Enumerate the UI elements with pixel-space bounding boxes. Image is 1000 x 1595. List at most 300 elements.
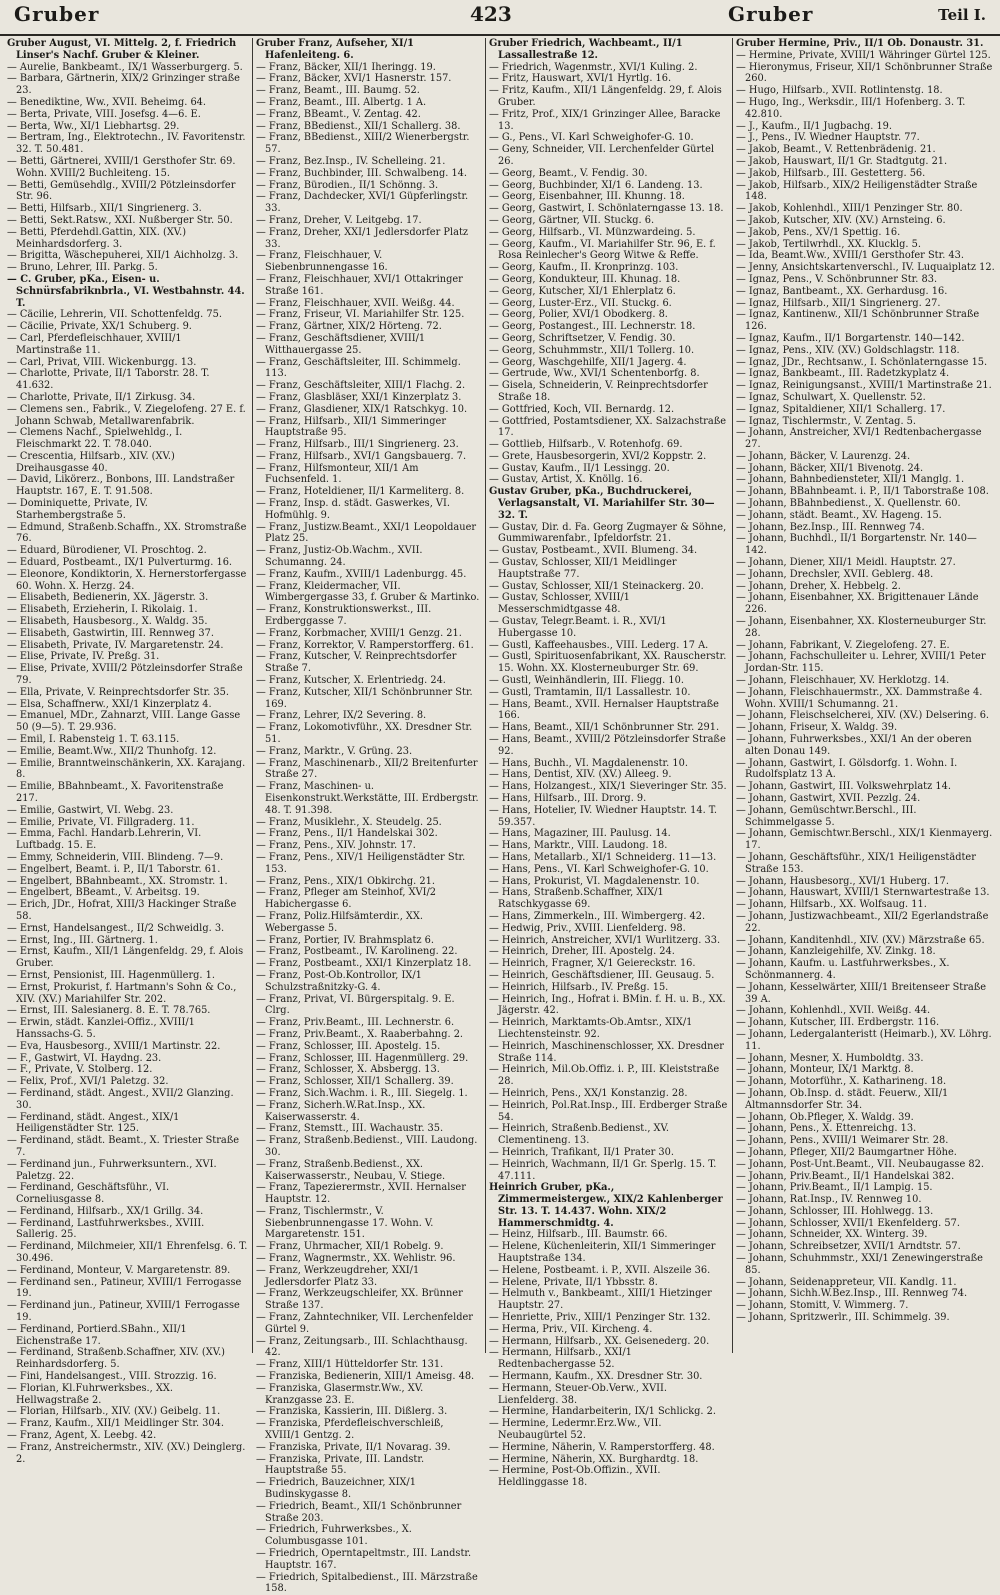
directory-entry: — Johann, Bez.Insp., III. Rennweg 74. bbox=[736, 521, 925, 533]
directory-entry: — Ferdinand sen., Patineur, XVIII/1 Ferrogasse 19. bbox=[7, 1276, 242, 1300]
directory-entry: — David, Likörerz., Bonbons, III. Landstraßer Hauptstr. 167, E. T. 91.508. bbox=[7, 474, 235, 498]
directory-entry: — Franz, Hilfsmonteur, XII/1 Am Fuchsenfeld. 1. bbox=[256, 462, 419, 486]
directory-entry: — Jakob, Beamt., V. Rettenbrädenig. 21. bbox=[736, 144, 936, 156]
directory-entry: — Friedrich, Spitalbedienst., III. Märzstraße 158. bbox=[256, 1571, 478, 1595]
directory-entry: — Betti, Gärtnerei, XVIII/1 Gersthofer Str. 69. Wohn. XVIII/2 Buchleiteng. 15. bbox=[7, 155, 236, 179]
directory-entry: — Emil, I. Rabensteig 1. T. 63.115. bbox=[7, 734, 180, 746]
directory-entry: — Johann, Fabrikant, V. Ziegelofeng. 27. E. bbox=[736, 639, 950, 651]
directory-entry: — Johann, Kanzleigehilfe, XV. Zinkg. 18. bbox=[736, 946, 936, 958]
directory-entry: — Heinrich, Trafikant, II/1 Prater 30. bbox=[489, 1146, 674, 1158]
directory-entry: — Franz, Tischlermstr., V. Siebenbrunnengasse 17. Wohn. V. Margaretenstr. 151. bbox=[256, 1205, 434, 1241]
directory-entry: — Jakob, Hilfsarb., III. Gestetterg. 56. bbox=[736, 167, 926, 179]
directory-entry: — Franz, Maschinen- u. Eisenkonstrukt.Werkstätte, III. Erdbergstr. 48. T. 91.398. bbox=[256, 781, 479, 816]
directory-entry: — Heinrich, Hilfsarb., IV. Preßg. 15. bbox=[489, 981, 669, 993]
directory-entry: — Ignaz, Hilfsarb., XII/1 Singrienerg. 27. bbox=[736, 297, 941, 309]
directory-entry: — Ferdinand, Lastfuhrwerksbes., XVIII. Sallerig. 25. bbox=[7, 1217, 205, 1241]
directory-entry: — Ernst, Pensionist, III. Hagenmüllerg. 1. bbox=[7, 969, 215, 981]
directory-entry: — Johann, Bahnbediensteter, XII/1 Manglg. 1. bbox=[736, 474, 965, 486]
directory-entry: — Franz, Zahntechniker, VII. Lerchenfelder Gürtel 9. bbox=[256, 1312, 473, 1335]
directory-entry: — Franz, Dreher, V. Leitgebg. 17. bbox=[256, 214, 422, 226]
directory-entry: — Elisabeth, Hausbesorg., X. Waldg. 35. bbox=[7, 616, 208, 628]
directory-entry: — Johann, Pens., XVIII/1 Weimarer Str. 28. bbox=[736, 1135, 949, 1147]
directory-entry: — Johann, Schreibsetzer, XVII/1 Arndtstr. 57. bbox=[736, 1241, 961, 1253]
directory-entry: — Gottlieb, Hilfsarb., V. Rotenhofg. 69. bbox=[489, 439, 683, 451]
directory-entry: — Elise, Private, XVIII/2 Pötzleinsdorfer Straße 79. bbox=[7, 663, 243, 687]
directory-entry: — Hans, Prokurist, VI. Magdalenenstr. 10. bbox=[489, 875, 700, 887]
directory-entry: — Johann, Anstreicher, XVI/1 Redtenbachergasse 27. bbox=[736, 427, 982, 451]
directory-entry: — Hugo, Ing., Werksdir., III/1 Hofenberg. 3. T. 42.810. bbox=[736, 96, 966, 120]
directory-entry: — Heinz, Hilfsarb., III. Baumstr. 66. bbox=[489, 1229, 668, 1241]
directory-column-4 bbox=[732, 38, 998, 1353]
directory-entry: — Ella, Private, V. Reinprechtsdorfer Str. 35. bbox=[7, 686, 230, 698]
directory-entry: — Franziska, Private, III. Landstr. Hauptstraße 55. bbox=[256, 1453, 425, 1477]
directory-entry: — Franz, Dachdecker, XVI/1 Güpferlingstr. 33. bbox=[256, 191, 469, 215]
directory-entry: — Hans, Pens., VI. Karl Schweighofer-G. 10. bbox=[489, 863, 709, 875]
directory-entry: Gruber Friedrich, Wachbeamt., II/1 Lassallestraße 12. bbox=[489, 38, 683, 61]
directory-entry: — Johann, Hilfsarb., XX. Wolfsaug. 11. bbox=[736, 899, 927, 911]
directory-entry: — Franz, Zeitungsarb., III. Schlachthausg. 42. bbox=[256, 1335, 468, 1359]
directory-entry: — Emilie, Beamt.Ww., XII/2 Thunhofg. 12. bbox=[7, 745, 217, 757]
directory-entry: — Geny, Schneider, VII. Lerchenfelder Gürtel 26. bbox=[489, 144, 715, 167]
directory-entry: — Fritz, Prof., XIX/1 Grinzinger Allee, Baracke 13. bbox=[489, 108, 721, 132]
directory-entry: — Franz, Gärtner, XIX/2 Hörteng. 72. bbox=[256, 321, 442, 333]
directory-entry: — Franz, Geschäftsleiter, III. Schimmelg. 113. bbox=[256, 356, 461, 380]
directory-entry: — Johann, Buchhdl., II/1 Borgartenstr. Nr. 140—142. bbox=[736, 533, 977, 557]
directory-entry: — Johann, Schlosser, III. Hohlwegg. 13. bbox=[736, 1205, 934, 1217]
directory-entry: — Heinrich, Geschäftsdiener, III. Geusaug. 5. bbox=[489, 969, 715, 981]
directory-entry: — Franz, Kaufm., XVIII/1 Ladenburgg. 45. bbox=[256, 568, 467, 580]
directory-entry: — Franz, Glasbläser, XXI/1 Kinzerplatz 3. bbox=[256, 391, 462, 403]
directory-entry: — Helene, Küchenleiterin, XII/1 Simmeringer Hauptstraße 134. bbox=[489, 1241, 716, 1265]
directory-entry: — Eleonore, Kondiktorin, X. Hernerstorfergasse 60. Wohn. X. Herzg. 24. bbox=[7, 568, 247, 592]
page-header bbox=[0, 0, 1000, 36]
directory-entry: — Johann, städt. Beamt., XV. Hageng. 15. bbox=[736, 509, 942, 521]
directory-entry: — Gustav, Artist, X. Knöllg. 16. bbox=[489, 474, 643, 486]
directory-entry: — Franz, Postbeamt., XXI/1 Kinzerplatz 18. bbox=[256, 958, 472, 970]
directory-entry: — Gustl, Spirituosenfabrikant, XX. Rauscherstr. 15. Wohn. XX. Klosterneuburger Str. 69. bbox=[489, 651, 727, 675]
directory-entry: — Cäcilie, Private, XX/1 Schuberg. 9. bbox=[7, 321, 192, 333]
directory-entry: — Hans, Beamt., XVIII/2 Pötzleinsdorfer Straße 92. bbox=[489, 734, 726, 757]
directory-entry: — Franz, Priv.Beamt., X. Raaberbahng. 2. bbox=[256, 1028, 464, 1040]
directory-entry: — Hermann, Kaufm., XX. Dresdner Str. 30. bbox=[489, 1371, 703, 1383]
directory-entry: — Jenny, Ansichtskartenverschl., IV. Luquaiplatz 12. bbox=[736, 262, 995, 274]
directory-entry: — Johann, Kanditenhdl., XIV. (XV.) Märzstraße 65. bbox=[736, 934, 985, 946]
directory-entry: — Jakob, Pens., XV/1 Spettig. 16. bbox=[736, 226, 901, 238]
directory-columns bbox=[4, 38, 998, 1595]
directory-entry: — Johann, Dreher, X. Hebbelg. 2. bbox=[736, 580, 901, 592]
directory-entry: — Johann, Kutscher, III. Erdbergstr. 116. bbox=[736, 1017, 940, 1029]
directory-entry: — Johann, Justizwachbeamt., XII/2 Egerlandstraße 22. bbox=[736, 910, 989, 934]
directory-entry: — Ferdinand, Geschäftsführ., VI. Corneliusgasse 8. bbox=[7, 1182, 170, 1206]
directory-entry: — Johann, Sichh.W.Bez.Insp., III. Rennweg 74. bbox=[736, 1288, 968, 1300]
directory-entry: — Johann, Mesner, X. Humboldtg. 33. bbox=[736, 1052, 924, 1064]
directory-entry: — Franz, Schlosser, X. Absbergg. 13. bbox=[256, 1064, 440, 1076]
directory-entry: — Franz, Portier, IV. Brahmsplatz 6. bbox=[256, 934, 435, 946]
directory-entry: — Georg, Schuhmmstr., XII/1 Tollerg. 10. bbox=[489, 344, 695, 356]
directory-entry: — Jakob, Hauswart, II/1 Gr. Stadtgutg. 21. bbox=[736, 155, 948, 167]
directory-entry: — Franz, Kaufm., XII/1 Meidlinger Str. 304. bbox=[7, 1418, 224, 1430]
directory-entry: — Franz, Straßenb.Bedienst., XX. Kaiserwasserstr., Neubau, V. Stiege. bbox=[256, 1158, 446, 1182]
directory-entry: — Georg, Kaufm., II. Kronprinzg. 103. bbox=[489, 262, 679, 274]
directory-entry: — Gustav, Schlosser, XVIII/1 Messerschmidtgasse 48. bbox=[489, 592, 630, 616]
directory-entry: — Franz, BBedienst., XIII/2 Wienerbergstr. 57. bbox=[256, 132, 470, 156]
directory-entry: — Franz, Postbeamt., IV. Karolineng. 22. bbox=[256, 946, 458, 958]
directory-entry: — Ignaz, Kantinenw., XII/1 Schönbrunner Straße 126. bbox=[736, 309, 980, 333]
directory-entry: — Dominiquette, Private, IV. Starhembergstraße 5. bbox=[7, 498, 148, 521]
directory-entry: — Franz, Kutscher, XII/1 Schönbrunner Str. 169. bbox=[256, 686, 473, 710]
directory-entry: — Franz, Poliz.Hilfsämterdir., XX. Webergasse 5. bbox=[256, 910, 423, 934]
directory-entry: — Johann, Ob.Pfleger, X. Waldg. 39. bbox=[736, 1111, 914, 1123]
directory-entry: — Hermine, Post-Ob.Offizin., XVII. Heldlinggasse 18. bbox=[489, 1465, 661, 1489]
directory-entry: — Heinrich, Dreher, III. Apostelg. 24. bbox=[489, 946, 675, 958]
directory-entry: — Hans, Zimmerkeln., III. Wimbergerg. 42. bbox=[489, 910, 706, 922]
directory-entry: — Erwin, städt. Kanzlei-Offiz., XVIII/1 Hanssachs-G. 5. bbox=[7, 1017, 195, 1040]
directory-entry: — Georg, Beamt., V. Fendig. 30. bbox=[489, 167, 648, 179]
directory-entry: — Franz, Kutscher, V. Reinprechtsdorfer Straße 7. bbox=[256, 651, 457, 675]
directory-entry: — Heinrich, Wachmann, II/1 Gr. Sperlg. 15. T. 47.111. bbox=[489, 1158, 717, 1182]
directory-entry: — Gustav, Dir. d. Fa. Georg Zugmayer & Söhne, Gummiwarenfabr., Ipfeldorfstr. 21. bbox=[489, 521, 727, 545]
directory-entry: — Franz, Fleischhauer, XVII. Weißg. 44. bbox=[256, 297, 455, 309]
directory-entry: — Georg, Schriftsetzer, V. Fendig. 30. bbox=[489, 332, 676, 344]
directory-entry: — Emilie, Gastwirt, VI. Webg. 23. bbox=[7, 804, 174, 816]
directory-entry: — Ida, Beamt.Ww., XVIII/1 Gersthofer Str. 43. bbox=[736, 250, 965, 262]
directory-entry: — Heinrich, Pol.Rat.Insp., III. Erdberger Straße 54. bbox=[489, 1099, 728, 1123]
directory-entry: — Engelbert, Beamt. i. P., II/1 Taborstr. 61. bbox=[7, 863, 221, 875]
directory-entry: — Eva, Hausbesorg., XVIII/1 Martinstr. 22. bbox=[7, 1040, 221, 1052]
directory-entry: — Eduard, Postbeamt., IX/1 Pulverturmg. 16. bbox=[7, 557, 233, 569]
directory-entry: — Franz, Anstreichermstr., XIV. (XV.) Deinglerg. 2. bbox=[7, 1441, 246, 1465]
directory-entry: — Ignaz, Reinigungsanst., XVIII/1 Martinstraße 21. bbox=[736, 380, 992, 392]
directory-entry: — Johann, BBahnbeamt. i. P., II/1 Taborstraße 108. bbox=[736, 486, 989, 498]
directory-column-2 bbox=[252, 38, 484, 1595]
directory-entry: — Jakob, Hilfsarb., XIX/2 Heiligenstädter Straße 148. bbox=[736, 179, 978, 203]
directory-entry: — Edmund, Straßenb.Schaffn., XX. Stromstraße 76. bbox=[7, 521, 247, 545]
directory-entry: — Hermine, Private, XVIII/1 Währinger Gürtel 125. bbox=[736, 49, 991, 61]
directory-entry: — F., Private, V. Stolberg. 12. bbox=[7, 1064, 153, 1076]
directory-entry: — Franz, Schlosser, III. Apostelg. 15. bbox=[256, 1040, 441, 1052]
directory-entry: — Fritz, Kaufm., XII/1 Längenfeldg. 29, f. Alois Gruber. bbox=[489, 85, 722, 108]
directory-entry: — Hans, Dentist, XIV. (XV.) Alleeg. 9. bbox=[489, 769, 672, 781]
directory-entry: — Hermann, Hilfsarb., XX. Geisenederg. 20. bbox=[489, 1335, 710, 1347]
directory-entry: — Elisabeth, Erzieherin, I. Rikolaig. 1. bbox=[7, 604, 198, 616]
directory-column-1 bbox=[4, 38, 251, 1465]
directory-entry: — Charlotte, Private, II/1 Taborstr. 28. T. 41.632. bbox=[7, 368, 210, 392]
directory-entry: — Gottfried, Postamtsdiener, XX. Salzachstraße 17. bbox=[489, 415, 727, 439]
directory-entry: — Johann, Kaufm. u. Lastfuhrwerksbes., X. Schönmannerg. 4. bbox=[736, 958, 950, 981]
directory-entry: — Johann, Ob.Insp. d. städt. Feuerw., XII/1 Altmannsdorfer Str. 34. bbox=[736, 1087, 949, 1111]
directory-entry: — Hans, Holzangest., XIX/1 Sieveringer Str. 35. bbox=[489, 781, 727, 793]
directory-entry: — Fritz, Hauswart, XVI/1 Hyrtlg. 16. bbox=[489, 73, 672, 85]
directory-entry: — Gustl, Weinhändlerin, III. Fliegg. 10. bbox=[489, 675, 684, 687]
directory-entry: — Franz, Maschinenarb., XII/2 Breitenfurter Straße 27. bbox=[256, 757, 478, 781]
directory-entry: — Emilie, Branntweinschänkerin, XX. Karajang. 8. bbox=[7, 757, 246, 781]
directory-entry: — Georg, Luster-Erz., VII. Stuckg. 6. bbox=[489, 297, 672, 309]
directory-entry: — Betti, Pferdehdl.Gattin, XIX. (XV.) Meinhardsdorferg. 3. bbox=[7, 226, 187, 250]
directory-entry: — Franz, Geschäftsdiener, XVIII/1 Witthauergasse 25. bbox=[256, 332, 426, 356]
directory-entry: — Franziska, Private, II/1 Novarag. 39. bbox=[256, 1441, 451, 1453]
directory-entry: — Fini, Handelsangest., VIII. Strozzig. 16. bbox=[7, 1371, 217, 1383]
directory-entry: — Franz, Dreher, XXI/1 Jedlersdorfer Platz 33. bbox=[256, 226, 469, 250]
directory-entry: — Friedrich, Operntapeltmstr., III. Landstr. Hauptstr. 167. bbox=[256, 1548, 472, 1571]
directory-entry: — C. Gruber, pKa., Eisen- u. Schnürsfabriknbrla., VI. Westbahnstr. 44. T. bbox=[7, 273, 245, 309]
directory-entry: — Heinrich, Straßenb.Bedienst., XV. Clementineng. 13. bbox=[489, 1123, 670, 1147]
directory-entry: — Johann, Diener, XII/1 Meidl. Hauptstr. 27. bbox=[736, 557, 956, 569]
directory-entry: — Hermine, Handarbeiterin, IX/1 Schlickg. 2. bbox=[489, 1406, 717, 1418]
directory-entry: — Franz, Fleischhauer, XVI/1 Ottakringer Straße 161. bbox=[256, 273, 463, 297]
directory-entry: Gruber August, VI. Mittelg. 2, f. Friedrich Linser's Nachf. Gruber & Kleiner. bbox=[7, 38, 237, 61]
directory-entry: — Elisabeth, Private, IV. Margaretenstr. 24. bbox=[7, 639, 224, 651]
directory-entry: — Carl, Privat, VIII. Wickenburgg. 13. bbox=[7, 356, 197, 368]
directory-entry: — Hermann, Steuer-Ob.Verw., XVII. Lienfelderg. 38. bbox=[489, 1382, 668, 1406]
directory-entry: — Heinrich, Mil.Ob.Offiz. i. P., III. Kleiststraße 28. bbox=[489, 1064, 720, 1088]
directory-entry: — Franz, Wagnermstr., XX. Wehlistr. 96. bbox=[256, 1253, 456, 1265]
directory-entry: — Franz, Post-Ob.Kontrollor, IX/1 Schulzstraßnitzky-G. 4. bbox=[256, 969, 422, 993]
directory-entry: — Franziska, Kassierin, III. Dißlerg. 3. bbox=[256, 1406, 448, 1418]
directory-entry: — Gustl, Tramtamin, II/1 Lassallestr. 10. bbox=[489, 686, 691, 698]
directory-entry: — Friedrich, Fuhrwerksbes., X. Columbusgasse 101. bbox=[256, 1524, 412, 1548]
directory-entry: — Herma, Priv., VII. Kircheng. 4. bbox=[489, 1323, 653, 1335]
directory-entry: — Ferdinand, Monteur, V. Margaretenstr. 89. bbox=[7, 1264, 231, 1276]
directory-entry: — Johann, Stomitt, V. Wimmerg. 7. bbox=[736, 1300, 909, 1312]
directory-entry: — Heinrich, Pens., XX/1 Konstanzig. 28. bbox=[489, 1087, 688, 1099]
header-surname-right: Gruber bbox=[728, 2, 814, 26]
directory-entry: — Franz, Stemstt., III. Wachaustr. 35. bbox=[256, 1123, 444, 1135]
directory-entry: — Franz, Priv.Beamt., III. Lechnerstr. 6. bbox=[256, 1017, 455, 1029]
directory-entry: — Johann, Motorführ., X. Katharineng. 18. bbox=[736, 1076, 947, 1088]
directory-entry: — Franz, Tapezierermstr., XVII. Hernalser Hauptstr. 12. bbox=[256, 1182, 466, 1206]
directory-entry: — Hans, Magaziner, III. Paulusg. 14. bbox=[489, 828, 671, 840]
directory-entry: — Johann, Monteur, IX/1 Marktg. 8. bbox=[736, 1064, 914, 1076]
directory-entry: — Franz, Kutscher, X. Erlentriedg. 24. bbox=[256, 675, 446, 687]
directory-entry: — Elise, Private, IV. Preßg. 31. bbox=[7, 651, 160, 663]
directory-entry: — Emmy, Schneiderin, VIII. Blindeng. 7—9. bbox=[7, 851, 224, 863]
directory-entry: — Elsa, Schaffnerw., XXI/1 Kinzerplatz 4. bbox=[7, 698, 212, 710]
directory-entry: — Franz, BBedienst., XII/1 Schallerg. 38. bbox=[256, 120, 461, 132]
directory-entry: Gustav Gruber, pKa., Buchdruckerei, Verlagsanstalt, VI. Mariahilfer Str. 30—32. T. bbox=[489, 486, 715, 521]
page-number: 423 bbox=[470, 2, 512, 26]
directory-entry: — Grete, Hausbesorgerin, XVI/2 Koppstr. 2. bbox=[489, 450, 707, 462]
directory-entry: — Georg, Hilfsarb., VI. Münzwardeing. 5. bbox=[489, 226, 696, 238]
directory-entry: — Johann, Spritzwerlr., III. Schimmelg. 39. bbox=[736, 1312, 950, 1324]
directory-entry: — Hans, Hotelier, IV. Wiedner Hauptstr. 14. T. 59.357. bbox=[489, 804, 718, 828]
directory-entry: — Clemens sen., Fabrik., V. Ziegelofeng. 27 E. f. Johann Schwab, Metallwarenfabrik. bbox=[7, 403, 246, 427]
directory-entry: — Berta, Private, VIII. Josefsg. 4—6. E. bbox=[7, 108, 201, 120]
directory-entry: — Franz, Justizw.Beamt., XXI/1 Leopoldauer Platz 25. bbox=[256, 521, 477, 545]
directory-entry: — Elisabeth, Gastwirtin, III. Rennweg 37. bbox=[7, 627, 214, 639]
directory-entry: — Johann, Seidenappreteur, VII. Kandlg. 11. bbox=[736, 1276, 957, 1288]
directory-entry: — Johann, Post-Unt.Beamt., VII. Neubaugasse 82. bbox=[736, 1158, 984, 1170]
directory-entry: — Bertram, Ing., Elektrotechn., IV. Favoritenstr. 32. T. 50.481. bbox=[7, 132, 246, 156]
directory-entry: — Georg, Polier, XVI/1 Obodkerg. 8. bbox=[489, 309, 668, 321]
directory-entry: — Franziska, Bedienerin, XIII/1 Ameisg. 48. bbox=[256, 1371, 475, 1383]
directory-entry: — Georg, Postangest., III. Lechnerstr. 18. bbox=[489, 321, 696, 333]
directory-entry: — Ferdinand, Hilfsarb., XX/1 Grillg. 34. bbox=[7, 1205, 204, 1217]
directory-entry: — Johann, Pens., X. Ettenreichg. 13. bbox=[736, 1123, 917, 1135]
directory-entry: — Johann, Schneider, XX. Winterg. 39. bbox=[736, 1229, 928, 1241]
directory-entry: — Johann, Hausbesorg., XVI/1 Huberg. 17. bbox=[736, 875, 950, 887]
directory-entry: — Franz, Schlosser, XII/1 Schallerg. 39. bbox=[256, 1076, 454, 1088]
header-part-label: Teil I. bbox=[938, 6, 986, 24]
directory-entry: — Crescentia, Hilfsarb., XIV. (XV.) Dreihausgasse 40. bbox=[7, 450, 175, 474]
directory-entry: — Hieronymus, Friseur, XII/1 Schönbrunner Straße 260. bbox=[736, 61, 993, 85]
directory-entry: — Emma, Fachl. Handarb.Lehrerin, VI. Luftbadg. 15. E. bbox=[7, 828, 202, 852]
directory-entry: — Hans, Metallarb., XI/1 Schneiderg. 11—13. bbox=[489, 851, 717, 863]
directory-entry: — Ferdinand, städt. Beamt., X. Triester Straße 7. bbox=[7, 1135, 240, 1158]
directory-entry: — Franz, Hilfsarb., III/1 Singrienerg. 23. bbox=[256, 439, 459, 451]
directory-entry: — Heinrich, Maschinenschlosser, XX. Dresdner Straße 114. bbox=[489, 1040, 724, 1064]
directory-entry: — Johann, Drechsler, XVII. Geblerg. 48. bbox=[736, 568, 934, 580]
directory-entry: — Friedrich, Wagenmstr., XVI/1 Kuling. 2. bbox=[489, 61, 698, 73]
directory-entry: — Franz, Korrektor, V. Ramperstorfferg. 61. bbox=[256, 639, 474, 651]
directory-entry: — Hans, Hilfsarb., III. Drorg. 9. bbox=[489, 793, 647, 804]
directory-entry: — Gertrude, Ww., XVI/1 Schentenborfg. 8. bbox=[489, 368, 700, 380]
directory-entry: — Betti, Gemüsehdlg., XVIII/2 Pötzleinsdorfer Str. 96. bbox=[7, 179, 236, 203]
directory-entry: — Ignaz, Pens., XIV. (XV.) Goldschlagstr. 118. bbox=[736, 344, 960, 356]
directory-entry: — Johann, Gastwirt, I. Gölsdorfg. 1. Wohn. I. Rudolfsplatz 13 A. bbox=[736, 757, 958, 781]
directory-entry: — Cäcilie, Lehrerin, VII. Schottenfeldg. 75. bbox=[7, 309, 222, 321]
directory-entry: — Ignaz, Pens., V. Schönbrunner Str. 83. bbox=[736, 273, 938, 285]
directory-entry: — Franz, Korbmacher, XVIII/1 Genzg. 21. bbox=[256, 627, 462, 639]
directory-entry: — Franz, Werkzeugschleifer, XX. Brünner Straße 137. bbox=[256, 1288, 463, 1312]
directory-entry: — Johann, Gemüschtwr.Berschl., III. Schimmelgasse 5. bbox=[736, 804, 917, 828]
directory-entry: — Johann, Rat.Insp., IV. Rennweg 10. bbox=[736, 1194, 922, 1206]
directory-entry: — Johann, Friseur, X. Waldg. 39. bbox=[736, 722, 898, 734]
directory-entry: — Johann, Gastwirt, III. Volkswehrplatz 14. bbox=[736, 781, 951, 793]
directory-entry: — Ignaz, Tischlermstr., V. Zentag. 5. bbox=[736, 415, 917, 427]
directory-entry: — Franz, Schlosser, III. Hagenmüllerg. 29. bbox=[256, 1052, 469, 1064]
directory-entry: — Johann, Ledergalanteristt (Heimarb.), XV. Löhrg. 11. bbox=[736, 1028, 992, 1052]
directory-entry: — Friedrich, Bauzeichner, XIX/1 Budinskygasse 8. bbox=[256, 1477, 416, 1501]
directory-entry: — Ernst, Kaufm., XII/1 Längenfeldg. 29, f. Alois Gruber. bbox=[7, 946, 244, 970]
directory-entry: — Ferdinand, städt. Angest., XVII/2 Glanzing. 30. bbox=[7, 1087, 234, 1111]
directory-entry: — Johann, Pfleger, XII/2 Baumgartner Höhe. bbox=[736, 1146, 957, 1158]
directory-entry: — Hermine, Näherin, V. Ramperstorfferg. 48. bbox=[489, 1441, 715, 1453]
directory-entry: — Jakob, Kohlenhdl., XIII/1 Penzinger Str. 80. bbox=[736, 203, 963, 215]
directory-entry: — Franz, Friseur, VI. Mariahilfer Str. 125. bbox=[256, 309, 465, 321]
directory-entry: — Franz, Straßenb.Bedienst., VIII. Laudong. 30. bbox=[256, 1135, 478, 1158]
directory-entry: — Hermann, Hilfsarb., XXI/1 Redtenbachergasse 52. bbox=[489, 1347, 632, 1371]
directory-entry: — Emanuel, MDr., Zahnarzt, VIII. Lange Gasse 50 (9—5). T. 29.936. bbox=[7, 710, 241, 734]
directory-entry: — Gustav, Schlosser, XII/1 Meidlinger Hauptstraße 77. bbox=[489, 557, 677, 580]
directory-entry: — Georg, Gärtner, VII. Stuckg. 6. bbox=[489, 214, 655, 226]
directory-entry: — Bruno, Lehrer, III. Parkg. 5. bbox=[7, 262, 158, 274]
directory-entry: — Georg, Kondukteur, III. Khunag. 18. bbox=[489, 273, 681, 285]
directory-entry: — Ferdinand jun., Fuhrwerksuntern., XVI. Paletzg. 22. bbox=[7, 1158, 217, 1182]
directory-entry: — Georg, Waschgehilfe, XII/1 Jagerg. 4. bbox=[489, 356, 687, 368]
directory-entry: — Ferdinand jun., Patineur, XVIII/1 Ferrogasse 19. bbox=[7, 1300, 240, 1324]
directory-entry: — Clemens Nachf., Spielwehldg., I. Fleischmarkt 22. T. 78.040. bbox=[7, 427, 183, 451]
directory-entry: — Franz, XIII/1 Hütteldorfer Str. 131. bbox=[256, 1359, 444, 1371]
directory-entry: — Johann, Hauswart, XVIII/1 Sternwartestraße 13. bbox=[736, 887, 990, 899]
directory-entry: — Engelbert, BBeamt., V. Arbeitsg. 19. bbox=[7, 887, 200, 899]
directory-entry: — Franz, Justiz-Ob.Wachm., XVII. Schumanng. 24. bbox=[256, 545, 423, 569]
directory-entry: — Ferdinand, Straßenb.Schaffner, XIV. (XV.) Reinhardsdorferg. 5. bbox=[7, 1347, 226, 1371]
directory-entry: — Georg, Buchbinder, XI/1 6. Landeng. 13. bbox=[489, 179, 703, 191]
directory-entry: — Hans, Buchh., VI. Magdalenenstr. 10. bbox=[489, 757, 688, 769]
directory-entry: — Gustav, Telegr.Beamt. i. R., XVI/1 Hubergasse 10. bbox=[489, 616, 667, 639]
header-surname-left: Gruber bbox=[14, 2, 100, 26]
directory-entry: — Heinrich, Anstreicher, XVI/1 Wurlitzerg. 33. bbox=[489, 934, 721, 946]
directory-entry: — Elisabeth, Bedienerin, XX. Jägerstr. 3. bbox=[7, 592, 209, 604]
directory-entry: — Ignaz, Spitaldiener, XII/1 Schallerg. 17. bbox=[736, 403, 946, 415]
directory-entry: — Franz, Hilfsarb., XVI/1 Gangsbauerg. 7. bbox=[256, 450, 467, 462]
directory-entry: — Franz, Pfleger am Steinhof, XVI/2 Habichergasse 6. bbox=[256, 887, 437, 911]
directory-entry: — Franz, Bürodien., II/1 Schönng. 3. bbox=[256, 179, 439, 191]
directory-entry: — Johann, Geschäftsführ., XIX/1 Heiligenstädter Straße 153. bbox=[736, 851, 976, 875]
directory-entry: — Franz, Musiklehr., X. Steudelg. 25. bbox=[256, 816, 442, 828]
directory-entry: — Franz, Bäcker, XVI/1 Hasnerstr. 157. bbox=[256, 73, 452, 85]
directory-entry: — Henriette, Priv., XIII/1 Penzinger Str. 132. bbox=[489, 1312, 711, 1324]
directory-entry: — F., Gastwirt, VI. Haydng. 23. bbox=[7, 1052, 162, 1064]
directory-entry: Gruber Hermine, Priv., II/1 Ob. Donaustr. 31. bbox=[736, 38, 984, 49]
directory-entry: — Hermine, Ledermr.Erz.Ww., VII. Neubaugürtel 52. bbox=[489, 1418, 662, 1442]
directory-entry: — Johann, BBahnbedienst., X. Quellenstr. 60. bbox=[736, 498, 961, 510]
directory-entry: — Emilie, BBahnbeamt., X. Favoritenstraße 217. bbox=[7, 781, 224, 804]
directory-entry: — Franz, BBeamt., V. Zentag. 42. bbox=[256, 108, 421, 120]
directory-entry: — Ferdinand, Milchmeier, XII/1 Ehrenfelsg. 6. T. 30.496. bbox=[7, 1241, 248, 1265]
directory-entry: — Helene, Private, II/1 Ybbsstr. 8. bbox=[489, 1276, 658, 1288]
directory-entry: — Franz, Glasdiener, XIX/1 Ratschkyg. 10. bbox=[256, 403, 468, 415]
directory-entry: — Ignaz, Schulwart, X. Quellenstr. 52. bbox=[736, 391, 926, 403]
directory-entry: — Franziska, Pferdefleischverschleiß, XVIII/1 Gentzg. 2. bbox=[256, 1418, 444, 1442]
directory-entry: — Berta, Ww., XI/1 Liebhartsg. 29. bbox=[7, 120, 180, 132]
directory-entry: — Franz, Konstruktionswerkst., III. Erdberggasse 7. bbox=[256, 604, 432, 628]
directory-entry: — Brigitta, Wäschepuherei, XII/1 Aichholzg. 3. bbox=[7, 250, 239, 262]
directory-entry: — Franz, Beamt., III. Baumg. 52. bbox=[256, 85, 420, 97]
directory-entry: — Johann, Bäcker, V. Laurenzg. 24. bbox=[736, 450, 911, 462]
directory-entry: — Franz, Bäcker, XII/1 Iheringg. 19. bbox=[256, 61, 436, 73]
directory-entry: — Helene, Postbeamt. i. P., XVII. Alszeile 36. bbox=[489, 1264, 711, 1276]
directory-entry: — Franz, Hoteldiener, II/1 Karmeliterg. 8. bbox=[256, 486, 465, 498]
directory-entry: — Ignaz, Kaufm., II/1 Borgartenstr. 140—142. bbox=[736, 332, 965, 344]
directory-entry: — Georg, Kaufm., VI. Mariahilfer Str. 96, E. f. Rosa Reinlecher's Georg Witwe & Reffe. bbox=[489, 238, 716, 262]
directory-entry: — Johann, Eisenbahner, XX. Klosterneuburger Str. 28. bbox=[736, 616, 987, 639]
directory-entry: — J., Pens., IV. Wiedner Hauptstr. 77. bbox=[736, 132, 920, 144]
directory-column-3 bbox=[485, 38, 731, 1489]
directory-entry: — Franz, Sicherh.W.Rat.Insp., XX. Kaiserwasserstr. 4. bbox=[256, 1099, 426, 1123]
directory-entry: — Ferdinand, Portierd.SBahn., XII/1 Eichenstraße 17. bbox=[7, 1323, 187, 1347]
directory-entry: — Heinrich, Ing., Hofrat i. BMin. f. H. u. B., XX. Jägerstr. 42. bbox=[489, 993, 726, 1017]
directory-entry: Gruber Franz, Aufseher, XI/1 Hafenleiteng. 6. bbox=[256, 38, 414, 61]
directory-entry: — Hermine, Näherin, XX. Burghardtg. 18. bbox=[489, 1453, 699, 1465]
directory-entry: — Franz, Privat, VI. Bürgerspitalg. 9. E. Clrg. bbox=[256, 993, 455, 1017]
directory-entry: — Johann, Kesselwärter, XIII/1 Breitenseer Straße 39 A. bbox=[736, 981, 987, 1005]
directory-entry: — Johann, Bäcker, XII/1 Bivenotg. 24. bbox=[736, 462, 924, 474]
directory-entry: — Franz, Insp. d. städt. Gaswerkes, VI. Hofmühlg. 9. bbox=[256, 498, 450, 521]
directory-entry: — Franz, Pens., XIV. Johnstr. 17. bbox=[256, 840, 416, 852]
directory-entry: — Franz, Buchbinder, III. Schwalbeng. 14. bbox=[256, 167, 468, 179]
directory-entry: — Jakob, Kutscher, XIV. (XV.) Arnsteing. 6. bbox=[736, 214, 946, 226]
directory-entry: — Ferdinand, städt. Angest., XIX/1 Heiligenstädter Str. 125. bbox=[7, 1111, 180, 1135]
directory-entry: — Ernst, Handelsangest., II/2 Schweidlg. 3. bbox=[7, 922, 225, 934]
directory-entry: — Johann, Fleischselcherei, XIV. (XV.) Delsering. 6. bbox=[736, 710, 990, 722]
directory-entry: — Jakob, Tertilwrhdl., XX. Klucklg. 5. bbox=[736, 238, 921, 250]
directory-entry: — Florian, Kl.Fuhrwerksbes., XX. Hellwagstraße 2. bbox=[7, 1382, 173, 1406]
directory-entry: — Helmuth v., Bankbeamt., XIII/1 Hietzinger Hauptstr. 27. bbox=[489, 1288, 712, 1312]
directory-entry: — Johann, Gemischtwr.Berschl., XIX/1 Kienmayerg. 17. bbox=[736, 828, 993, 852]
directory-entry: — Georg, Kutscher, XI/1 Ehlerplatz 6. bbox=[489, 285, 676, 297]
directory-entry: — Hans, Straßenb.Schaffner, XIX/1 Ratschkygasse 69. bbox=[489, 887, 664, 911]
directory-entry: — Franz, Geschäftsleiter, XIII/1 Flachg. 2. bbox=[256, 380, 466, 392]
directory-entry: — Franz, Hilfsarb., XII/1 Simmeringer Hauptstraße 95. bbox=[256, 415, 446, 439]
directory-entry: — Johann, Fuhrwerksbes., XXI/1 An der oberen alten Donau 149. bbox=[736, 734, 972, 757]
directory-entry: — Franz, Werkzeugdreher, XXI/1 Jedlersdorfer Platz 33. bbox=[256, 1264, 420, 1288]
directory-entry: — Johann, Fachschulleiter u. Lehrer, XVIII/1 Peter Jordan-Str. 115. bbox=[736, 651, 986, 675]
directory-entry: — Ernst, III. Salesianerg. 8. E. T. 78.765. bbox=[7, 1005, 211, 1017]
directory-entry: — Franz, Pens., XIV/1 Heiligenstädter Str. 153. bbox=[256, 851, 466, 875]
directory-entry: — Franz, Pens., II/1 Handelskai 302. bbox=[256, 828, 438, 840]
directory-entry: — Franz, Fleischhauer, V. Siebenbrunnengasse 16. bbox=[256, 250, 388, 274]
